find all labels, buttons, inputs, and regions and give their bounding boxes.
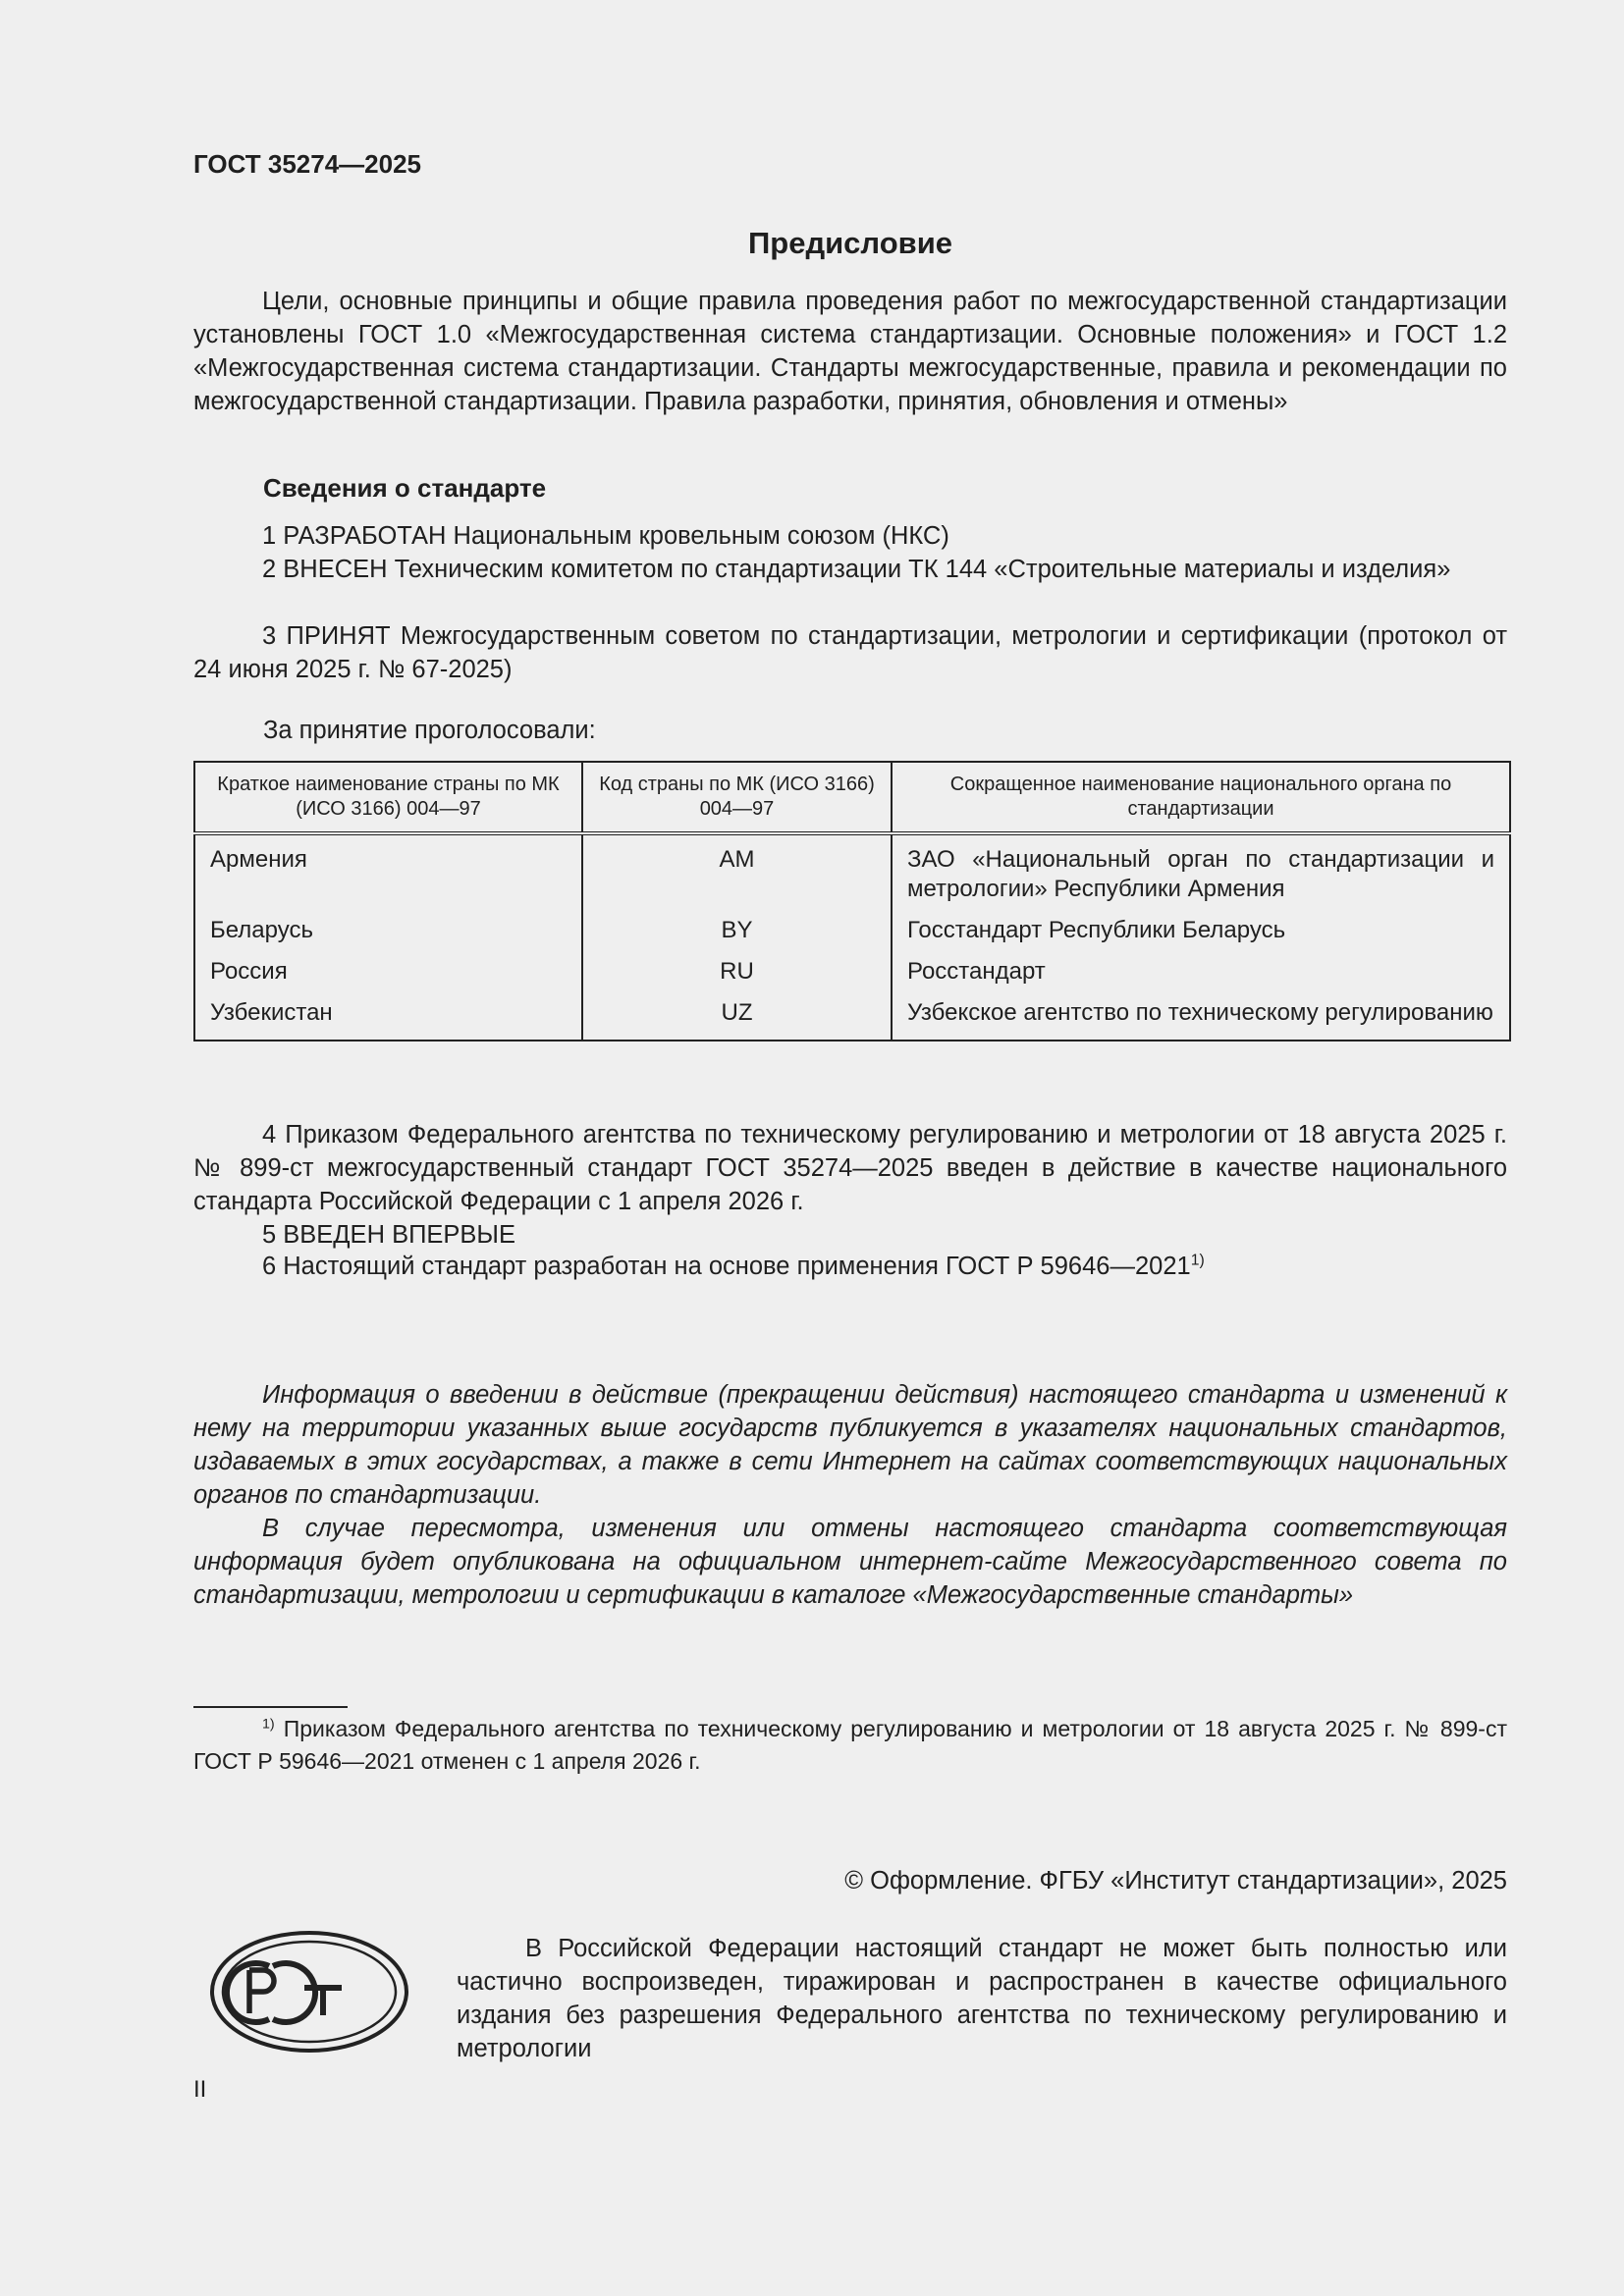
footnote-ref: 1) xyxy=(1190,1252,1205,1269)
standard-info-heading: Сведения о стандарте xyxy=(263,473,547,503)
cell-org: ЗАО «Национальный орган по стандартизации и метрологии» Республики Армения xyxy=(892,833,1510,910)
document-code: ГОСТ 35274—2025 xyxy=(193,149,421,179)
header-org: Сокращенное наименование национального органа по стандартизации xyxy=(892,762,1510,833)
cell-org: Росстандарт xyxy=(892,951,1510,992)
info-item-4: 4 Приказом Федерального агентства по техническому регулированию и метрологии от 18 августа 2025 г. № 899-ст межгосударственный стандарт ГОСТ 35274—2025 введен в действие в качестве национального стандарта Российской Федерации с 1 апреля 2026 г. xyxy=(193,1121,1507,1215)
intro-paragraph xyxy=(193,285,1507,418)
header-country: Краткое наименование страны по МК (ИСО 3166) 004—97 xyxy=(194,762,582,833)
cell-code: RU xyxy=(582,951,892,992)
table-row xyxy=(194,992,1510,1041)
footnote-divider xyxy=(193,1706,348,1708)
footnote-text: Приказом Федерального агентства по техническому регулированию и метрологии от 18 августа 2025 г. № 899-ст ГОСТ Р 59646—2021 отменен с 1 апреля 2026 г. xyxy=(193,1716,1507,1774)
italic-paragraph-2: В случае пересмотра, изменения или отмены настоящего стандарта соответствующая информация будет опубликована на официальном интернет-сайте Межгосударственного совета по стандартизации, метрологии и сертификации в каталоге «Межгосударственные стандарты» xyxy=(193,1515,1507,1609)
italic-paragraph-1: Информация о введении в действие (прекращении действия) настоящего стандарта и изменений к нему на территории указанных выше государств публикуется в указателях национальных стандартов, издаваемых в этих государствах, а также в сети Интернет на сайтах соответствующих национальных органов по стандартизации. xyxy=(193,1381,1507,1509)
table-header-row xyxy=(194,762,1510,833)
copyright-notice: © Оформление. ФГБУ «Институт стандартизации», 2025 xyxy=(844,1867,1507,1895)
info-item-5: 5 ВВЕДЕН ВПЕРВЫЕ xyxy=(262,1221,516,1249)
info-item-3: 3 ПРИНЯТ Межгосударственным советом по стандартизации, метрологии и сертификации (протокол от 24 июня 2025 г. № 67-2025) xyxy=(193,622,1507,683)
table-row xyxy=(194,833,1510,910)
cell-country: Узбекистан xyxy=(194,992,582,1041)
table-row xyxy=(194,910,1510,951)
cell-code: UZ xyxy=(582,992,892,1041)
cell-country: Россия xyxy=(194,951,582,992)
voting-table xyxy=(193,761,1511,1041)
info-item-2: 2 ВНЕСЕН Техническим комитетом по стандартизации ТК 144 «Строительные материалы и изделия» xyxy=(262,556,1451,583)
footnote xyxy=(193,1713,1507,1778)
info-item-6: 6 Настоящий стандарт разработан на основе применения ГОСТ Р 59646—2021$^{1)}$ xyxy=(262,1252,1205,1280)
header-code: Код страны по МК (ИСО 3166) 004—97 xyxy=(582,762,892,833)
table-row xyxy=(194,951,1510,992)
votes-label: За принятие проголосовали: xyxy=(263,717,596,744)
cell-org: Узбекское агентство по техническому регулированию xyxy=(892,992,1510,1041)
cell-country: Беларусь xyxy=(194,910,582,951)
page-number: II xyxy=(193,2076,207,2103)
cell-code: AM xyxy=(582,833,892,910)
cell-code: BY xyxy=(582,910,892,951)
info-item-1: 1 РАЗРАБОТАН Национальным кровельным союзом (НКС) xyxy=(262,522,949,550)
rst-certification-mark-icon xyxy=(208,1929,410,2059)
intro-text: Цели, основные принципы и общие правила проведения работ по межгосударственной стандартизации установлены ГОСТ 1.0 «Межгосударственная система стандартизации. Основные положения» и ГОСТ 1.2 «Межгосударственная система стандартизации. Стандарты межгосударственные, правила и рекомендации по межгосударственной стандартизации. Правила разработки, принятия, обновления и отмены» xyxy=(193,288,1507,415)
cell-org: Госстандарт Республики Беларусь xyxy=(892,910,1510,951)
legal-notice: В Российской Федерации настоящий стандарт не может быть полностью или частично воспроизведен, тиражирован и распространен в качестве официального издания без разрешения Федерального агентства по техническому регулированию и метрологии xyxy=(457,1935,1507,2062)
page-title: Предисловие xyxy=(747,226,952,260)
cell-country: Армения xyxy=(194,833,582,910)
footnote-mark: 1) xyxy=(262,1716,275,1733)
